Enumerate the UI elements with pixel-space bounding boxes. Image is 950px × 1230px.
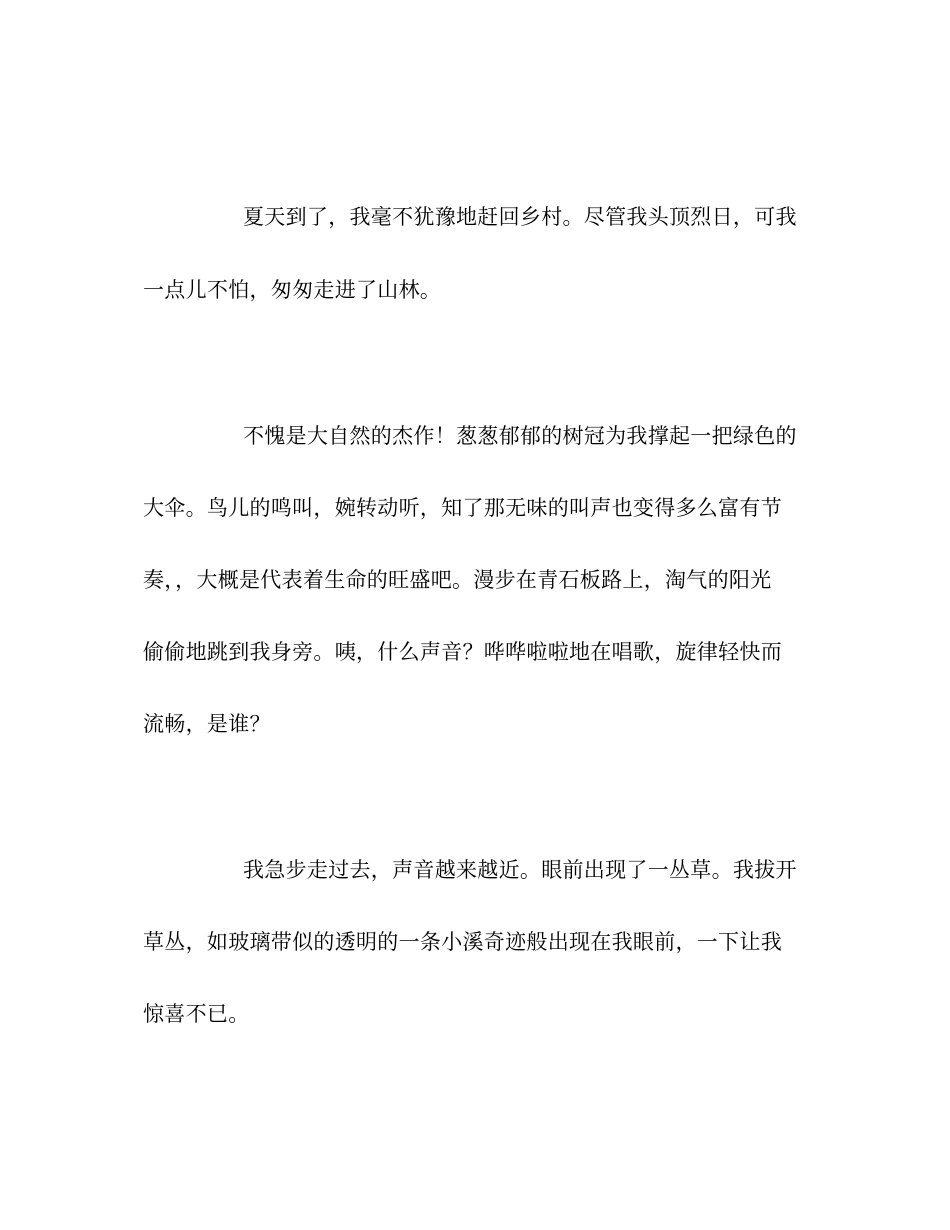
paragraph-3-line-1: 我急步走过去，声音越来越近。眼前出现了一丛草。我拔开: [243, 858, 797, 882]
paragraph-2-line-5: 流畅，是谁？: [143, 712, 271, 736]
paragraph-2-line-3: 奏，，大概是代表着生命的旺盛吧。漫步在青石板路上，淘气的阳光: [143, 568, 772, 592]
paragraph-3-line-3: 惊喜不已。: [143, 1002, 250, 1026]
paragraph-3-line-2: 草丛，如玻璃带似的透明的一条小溪奇迹般出现在我眼前，一下让我: [143, 930, 782, 954]
paragraph-2-line-4: 偷偷地跳到我身旁。咦，什么声音？哗哗啦啦地在唱歌，旋律轻快而: [143, 640, 782, 664]
paragraph-2-line-1: 不愧是大自然的杰作！葱葱郁郁的树冠为我撑起一把绿色的: [243, 424, 797, 448]
paragraph-1-line-2: 一点儿不怕，匆匆走进了山林。: [143, 278, 442, 302]
paragraph-1-line-1: 夏天到了，我毫不犹豫地赶回乡村。尽管我头顶烈日，可我: [243, 205, 797, 229]
paragraph-2-line-2: 大伞。鸟儿的鸣叫，婉转动听，知了那无味的叫声也变得多么富有节: [143, 496, 782, 520]
